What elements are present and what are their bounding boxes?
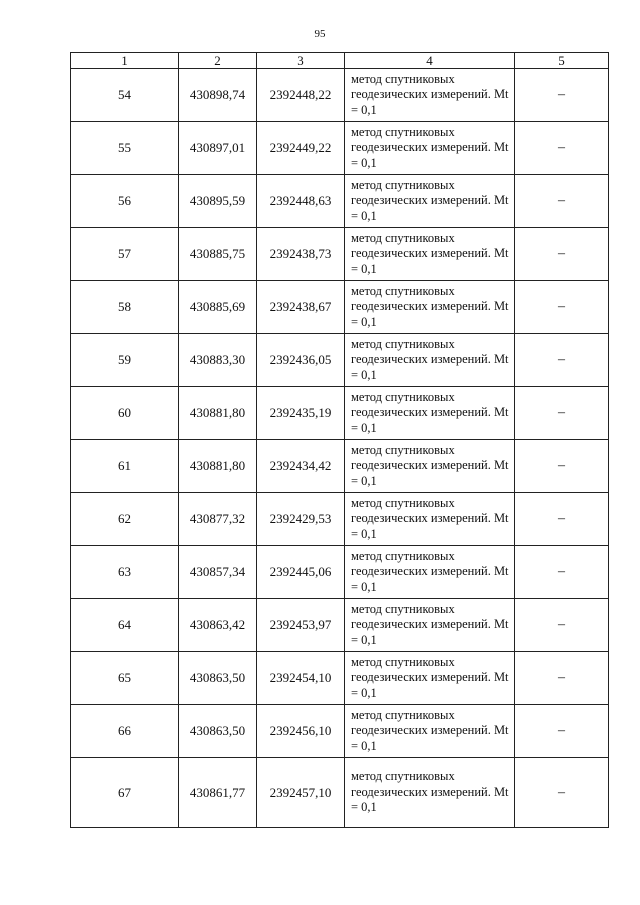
note-cell: – [515, 122, 609, 175]
column-header: 4 [345, 53, 515, 69]
method-cell: метод спутниковых геодезических измерений. Mt = 0,1 [345, 493, 515, 546]
point-number-cell: 59 [71, 334, 179, 387]
point-number-cell: 64 [71, 599, 179, 652]
method-cell: метод спутниковых геодезических измерений. Mt = 0,1 [345, 175, 515, 228]
point-number-cell: 67 [71, 758, 179, 828]
table-row [71, 705, 609, 758]
y-coordinate-cell: 2392457,10 [257, 758, 345, 828]
note-cell: – [515, 281, 609, 334]
point-number-cell: 58 [71, 281, 179, 334]
method-cell: метод спутниковых геодезических измерений. Mt = 0,1 [345, 599, 515, 652]
table-body [71, 69, 609, 828]
x-coordinate-cell: 430897,01 [179, 122, 257, 175]
x-coordinate-cell: 430883,30 [179, 334, 257, 387]
y-coordinate-cell: 2392448,63 [257, 175, 345, 228]
note-cell: – [515, 705, 609, 758]
method-cell: метод спутниковых геодезических измерений. Mt = 0,1 [345, 546, 515, 599]
point-number-cell: 65 [71, 652, 179, 705]
y-coordinate-cell: 2392438,67 [257, 281, 345, 334]
y-coordinate-cell: 2392436,05 [257, 334, 345, 387]
method-cell: метод спутниковых геодезических измерений. Mt = 0,1 [345, 69, 515, 122]
table-row [71, 175, 609, 228]
column-header: 3 [257, 53, 345, 69]
x-coordinate-cell: 430861,77 [179, 758, 257, 828]
point-number-cell: 63 [71, 546, 179, 599]
point-number-cell: 61 [71, 440, 179, 493]
method-cell: метод спутниковых геодезических измерений. Mt = 0,1 [345, 334, 515, 387]
x-coordinate-cell: 430895,59 [179, 175, 257, 228]
column-header: 1 [71, 53, 179, 69]
method-cell: метод спутниковых геодезических измерений. Mt = 0,1 [345, 758, 515, 828]
note-cell: – [515, 334, 609, 387]
y-coordinate-cell: 2392453,97 [257, 599, 345, 652]
y-coordinate-cell: 2392445,06 [257, 546, 345, 599]
note-cell: – [515, 387, 609, 440]
table-row [71, 122, 609, 175]
x-coordinate-cell: 430857,34 [179, 546, 257, 599]
note-cell: – [515, 546, 609, 599]
table-row [71, 599, 609, 652]
table-row [71, 281, 609, 334]
note-cell: – [515, 69, 609, 122]
y-coordinate-cell: 2392435,19 [257, 387, 345, 440]
page-number: 95 [314, 28, 326, 40]
y-coordinate-cell: 2392456,10 [257, 705, 345, 758]
method-cell: метод спутниковых геодезических измерений. Mt = 0,1 [345, 387, 515, 440]
table-row [71, 493, 609, 546]
point-number-cell: 55 [71, 122, 179, 175]
y-coordinate-cell: 2392448,22 [257, 69, 345, 122]
point-number-cell: 54 [71, 69, 179, 122]
coordinates-table-container [70, 52, 608, 828]
point-number-cell: 62 [71, 493, 179, 546]
y-coordinate-cell: 2392438,73 [257, 228, 345, 281]
table-row [71, 758, 609, 828]
x-coordinate-cell: 430885,69 [179, 281, 257, 334]
note-cell: – [515, 652, 609, 705]
y-coordinate-cell: 2392434,42 [257, 440, 345, 493]
x-coordinate-cell: 430881,80 [179, 387, 257, 440]
note-cell: – [515, 228, 609, 281]
point-number-cell: 56 [71, 175, 179, 228]
method-cell: метод спутниковых геодезических измерений. Mt = 0,1 [345, 281, 515, 334]
table-row [71, 334, 609, 387]
y-coordinate-cell: 2392449,22 [257, 122, 345, 175]
table-row [71, 652, 609, 705]
method-cell: метод спутниковых геодезических измерений. Mt = 0,1 [345, 705, 515, 758]
note-cell: – [515, 758, 609, 828]
y-coordinate-cell: 2392454,10 [257, 652, 345, 705]
table-row [71, 228, 609, 281]
note-cell: – [515, 599, 609, 652]
x-coordinate-cell: 430885,75 [179, 228, 257, 281]
x-coordinate-cell: 430863,50 [179, 652, 257, 705]
column-header: 5 [515, 53, 609, 69]
coordinates-table [70, 52, 609, 828]
point-number-cell: 60 [71, 387, 179, 440]
note-cell: – [515, 440, 609, 493]
x-coordinate-cell: 430881,80 [179, 440, 257, 493]
point-number-cell: 57 [71, 228, 179, 281]
x-coordinate-cell: 430863,50 [179, 705, 257, 758]
note-cell: – [515, 493, 609, 546]
x-coordinate-cell: 430898,74 [179, 69, 257, 122]
y-coordinate-cell: 2392429,53 [257, 493, 345, 546]
table-row [71, 440, 609, 493]
method-cell: метод спутниковых геодезических измерений. Mt = 0,1 [345, 440, 515, 493]
table-row [71, 69, 609, 122]
x-coordinate-cell: 430863,42 [179, 599, 257, 652]
table-row [71, 546, 609, 599]
method-cell: метод спутниковых геодезических измерений. Mt = 0,1 [345, 228, 515, 281]
table-header-row [71, 53, 609, 69]
x-coordinate-cell: 430877,32 [179, 493, 257, 546]
column-header: 2 [179, 53, 257, 69]
note-cell: – [515, 175, 609, 228]
method-cell: метод спутниковых геодезических измерений. Mt = 0,1 [345, 122, 515, 175]
table-row [71, 387, 609, 440]
method-cell: метод спутниковых геодезических измерений. Mt = 0,1 [345, 652, 515, 705]
point-number-cell: 66 [71, 705, 179, 758]
